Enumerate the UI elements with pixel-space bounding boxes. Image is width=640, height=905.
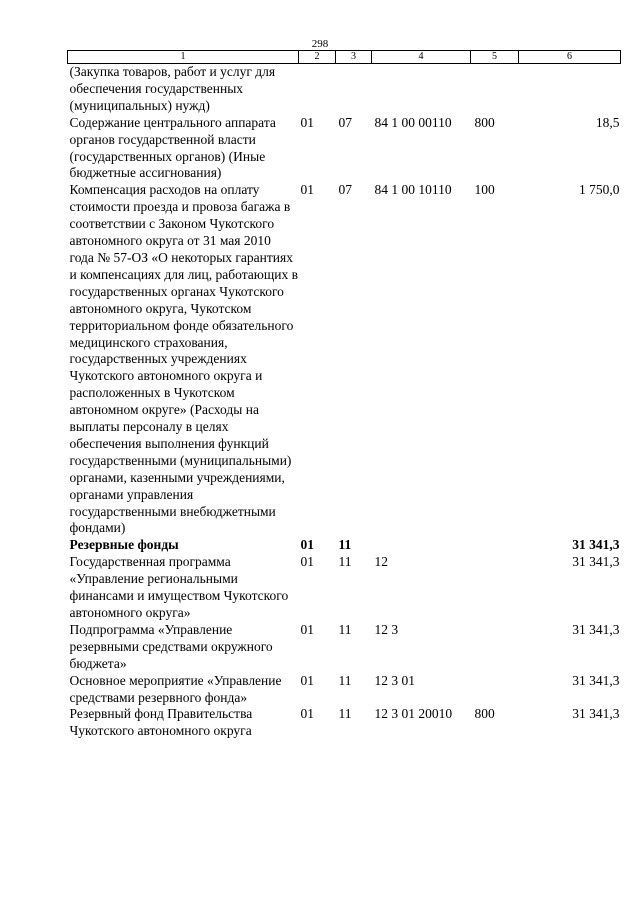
table-row: [68, 554, 621, 622]
item-name: Государственная программа «Управление региональными финансами и имуществом Чукотского автономного округа»: [69, 554, 289, 620]
expense-type-code: 800: [474, 706, 495, 722]
target-article-code: 12: [374, 554, 388, 570]
subsection-code: 11: [338, 706, 352, 722]
section-code: 01: [300, 182, 314, 198]
target-article-code: [372, 64, 471, 115]
col-header-3: 3: [336, 51, 372, 64]
subsection-code: 11: [338, 672, 352, 688]
expense-type-code: 100: [474, 182, 495, 198]
target-article-code: 12 3 01 20010: [374, 706, 453, 722]
item-name: Резервные фонды: [69, 537, 179, 553]
section-code: 01: [300, 114, 314, 130]
item-name: Подпрограмма «Управление резервными средствами окружного бюджета»: [69, 621, 273, 671]
section-code: 01: [300, 672, 314, 688]
col-header-1: 1: [68, 51, 299, 64]
column-number-header: [68, 51, 621, 64]
table-row: [68, 537, 621, 554]
table-row: [68, 182, 621, 537]
table-row: [68, 706, 621, 740]
expense-type-code: [471, 622, 519, 673]
expense-type-code: [471, 537, 519, 554]
target-article-code: 12 3: [374, 621, 399, 637]
item-name: Резервный фонд Правительства Чукотского автономного округа: [69, 706, 253, 739]
expense-type-code: [471, 64, 519, 115]
section-code: [299, 64, 336, 115]
expense-type-code: 800: [474, 114, 495, 130]
amount: [519, 64, 621, 115]
section-code: 01: [300, 554, 314, 570]
target-article-code: 12 3 01: [374, 672, 415, 688]
amount: 31 341,3: [572, 537, 620, 553]
col-header-5: 5: [471, 51, 519, 64]
amount: 18,5: [595, 114, 620, 130]
subsection-code: 11: [338, 537, 352, 553]
subsection-code: [336, 64, 372, 115]
expense-type-code: [471, 554, 519, 622]
col-header-4: 4: [372, 51, 471, 64]
subsection-code: 07: [338, 182, 352, 198]
amount: 31 341,3: [572, 621, 620, 637]
item-name: Компенсация расходов на оплату стоимости проезда и провоза багажа в соответствии с Законом Чукотского автономного округа от 31 мая 2010 года № 57-ОЗ «О некоторых гарантиях и компенсациях для лиц, работающих в государственных органах Чукотского автономного округа, Чукотском территориальном фонде обязательного медицинского страхования, государственных учреждениях Чукотского автономного округа и расположенных в Чукотском автономном округе» (Расходы на выплаты персоналу в целях обеспечения выполнения функций государственными (муниципальными) органами, казенными учреждениями, органами управления государственными внебюджетными фондами): [69, 182, 298, 536]
item-name: Содержание центрального аппарата органов государственной власти (государственных органов) (Иные бюджетные ассигнования): [69, 114, 276, 181]
target-article-code: 84 1 00 00110: [374, 114, 452, 130]
section-code: 01: [300, 537, 314, 553]
col-header-6: 6: [519, 51, 621, 64]
item-name: (Закупка товаров, работ и услуг для обеспечения государственных (муниципальных) нужд): [69, 64, 276, 113]
page-number: 298: [311, 38, 329, 50]
subsection-code: 11: [338, 621, 352, 637]
target-article-code: 84 1 00 10110: [374, 182, 452, 198]
table-row: [68, 64, 621, 115]
table-row: [68, 673, 621, 707]
subsection-code: 07: [338, 114, 352, 130]
amount: 31 341,3: [572, 672, 620, 688]
section-code: 01: [300, 621, 314, 637]
col-header-2: 2: [299, 51, 336, 64]
budget-table: [67, 50, 621, 740]
item-name: Основное мероприятие «Управление средствами резервного фонда»: [69, 672, 282, 705]
table-row: [68, 115, 621, 183]
amount: 31 341,3: [572, 554, 620, 570]
table-row: [68, 622, 621, 673]
section-code: 01: [300, 706, 314, 722]
expense-type-code: [471, 673, 519, 707]
target-article-code: [372, 537, 471, 554]
amount: 31 341,3: [572, 706, 620, 722]
amount: 1 750,0: [579, 182, 620, 198]
subsection-code: 11: [338, 554, 352, 570]
